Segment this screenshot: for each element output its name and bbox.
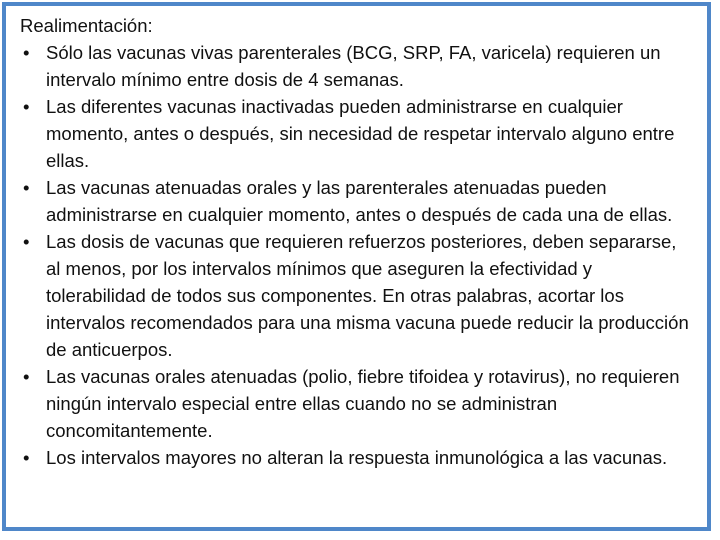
bullet-text: Las vacunas atenuadas orales y las parenterales atenuadas pueden administrarse en cualquier momento, antes o después de cada una de ellas. bbox=[46, 177, 673, 225]
bullet-item bbox=[20, 93, 693, 174]
bullet-item bbox=[20, 228, 693, 363]
slide-heading: Realimentación: bbox=[20, 15, 153, 36]
bullet-text: Las dosis de vacunas que requieren refuerzos posteriores, deben separarse, al menos, por los intervalos mínimos que aseguren la efectividad y tolerabilidad de todos sus componentes. En otras palabras, acortar los intervalos recomendados para una misma vacuna puede reducir la producción de anticuerpos. bbox=[46, 231, 689, 360]
bullet-dot-icon: • bbox=[23, 42, 30, 63]
bullet-dot-icon: • bbox=[23, 447, 30, 468]
bullet-item bbox=[20, 174, 693, 228]
bullet-dot-icon: • bbox=[23, 231, 30, 252]
bullet-text: Las vacunas orales atenuadas (polio, fiebre tifoidea y rotavirus), no requieren ningún intervalo especial entre ellas cuando no se administran concomitantemente. bbox=[46, 366, 680, 441]
bullet-dot-icon: • bbox=[23, 177, 30, 198]
slide-frame bbox=[2, 2, 711, 531]
bullet-item bbox=[20, 363, 693, 444]
bullet-item bbox=[20, 39, 693, 93]
bullet-text: Sólo las vacunas vivas parenterales (BCG, SRP, FA, varicela) requieren un intervalo mínimo entre dosis de 4 semanas. bbox=[46, 42, 661, 90]
bullet-text: Las diferentes vacunas inactivadas pueden administrarse en cualquier momento, antes o después, sin necesidad de respetar intervalo alguno entre ellas. bbox=[46, 96, 675, 171]
slide-content bbox=[20, 12, 693, 471]
bullet-list bbox=[20, 39, 693, 471]
bullet-item bbox=[20, 444, 693, 471]
bullet-dot-icon: • bbox=[23, 96, 30, 117]
bullet-text: Los intervalos mayores no alteran la respuesta inmunológica a las vacunas. bbox=[46, 447, 668, 468]
bullet-dot-icon: • bbox=[23, 366, 30, 387]
